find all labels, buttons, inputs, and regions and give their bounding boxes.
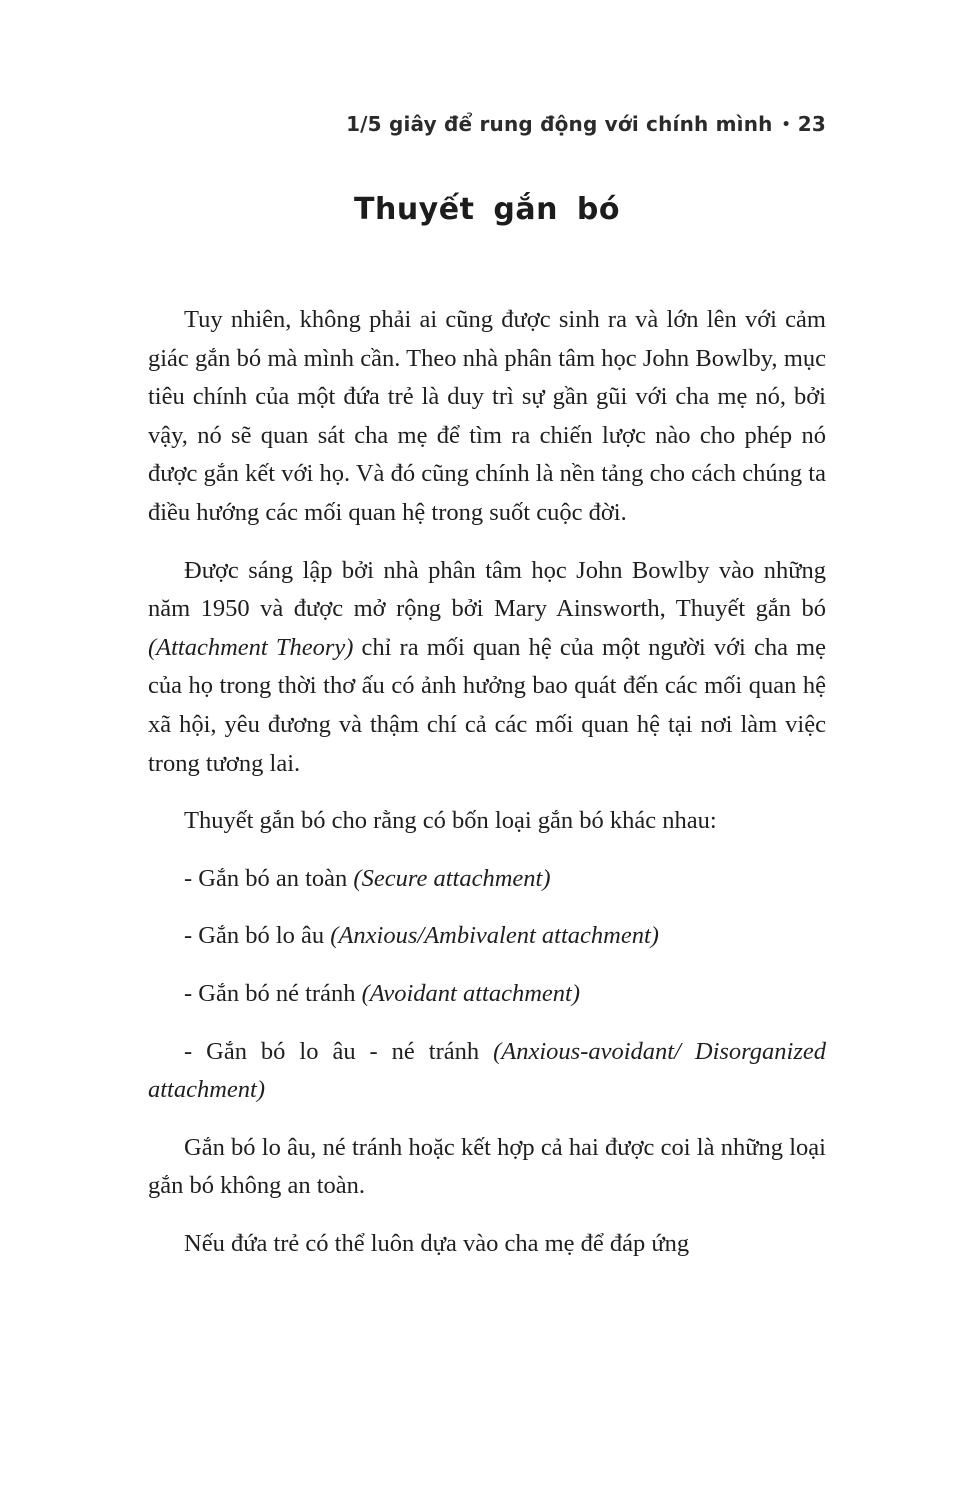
text-run: - Gắn bó an toàn [184, 864, 354, 892]
text-run: - Gắn bó né tránh [184, 979, 362, 1007]
running-header-title: 1/5 giây để rung động với chính mình [346, 112, 773, 136]
header-bullet: • [781, 117, 791, 133]
text-run: Gắn bó lo âu, né tránh hoặc kết hợp cả hai được coi là những loại gắn bó không an toàn. [148, 1133, 826, 1200]
text-run: - Gắn bó lo âu - né tránh [184, 1037, 494, 1065]
body-text [148, 301, 826, 1263]
italic-text-run: (Attachment Theory) [148, 633, 354, 661]
text-run: Được sáng lập bởi nhà phân tâm học John Bowlby vào những năm 1950 và được mở rộng bởi Mary Ainsworth, Thuyết gắn bó [148, 556, 826, 623]
text-run: - Gắn bó lo âu [184, 922, 331, 950]
running-header [148, 112, 826, 136]
text-run: Nếu đứa trẻ có thể luôn dựa vào cha mẹ để đáp ứng [184, 1229, 690, 1257]
paragraph [148, 975, 826, 1014]
chapter-title: Thuyết gắn bó [354, 192, 620, 227]
paragraph [148, 917, 826, 956]
paragraph [148, 1225, 826, 1264]
paragraph [148, 552, 826, 784]
paragraph [148, 1129, 826, 1206]
paragraph [148, 802, 826, 841]
text-run: Thuyết gắn bó cho rằng có bốn loại gắn bó khác nhau: [184, 807, 717, 835]
italic-text-run: (Avoidant attachment) [361, 979, 580, 1007]
paragraph [148, 301, 826, 533]
page-number: 23 [797, 112, 826, 136]
italic-text-run: (Secure attachment) [353, 864, 551, 892]
italic-text-run: (Anxious/Ambivalent attachment) [330, 922, 659, 950]
paragraph [148, 860, 826, 899]
text-run: Tuy nhiên, không phải ai cũng được sinh ra và lớn lên với cảm giác gắn bó mà mình cần. Theo nhà phân tâm học John Bowlby, mục tiêu chính của một đứa trẻ là duy trì sự gần gũi với cha mẹ nó, bởi vậy, nó sẽ quan sát cha mẹ để tìm ra chiến lược nào cho phép nó được gắn kết với họ. Và đó cũng chính là nền tảng cho cách chúng ta điều hướng các mối quan hệ trong suốt cuộc đời. [148, 306, 826, 526]
italic-text-run: (Anxious-avoidant/ Disorganized attachment) [148, 1037, 827, 1104]
paragraph [148, 1033, 826, 1110]
text-run: chỉ ra mối quan hệ của một người với cha mẹ của họ trong thời thơ ấu có ảnh hưởng bao quát đến các mối quan hệ xã hội, yêu đương và thậm chí cả các mối quan hệ tại nơi làm việc trong tương lai. [148, 633, 826, 777]
